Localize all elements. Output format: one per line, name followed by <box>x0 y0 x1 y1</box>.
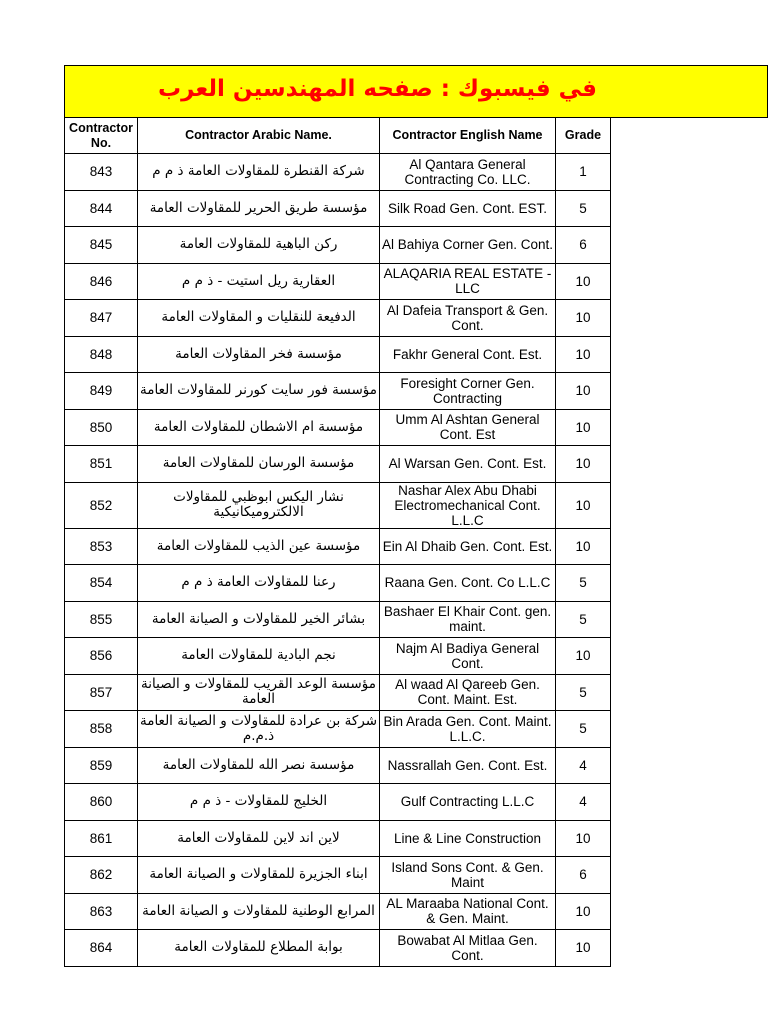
arabic-name-cell[interactable]: مؤسسة نصر الله للمقاولات العامة <box>138 747 380 784</box>
contractor-table <box>64 117 611 967</box>
table-row <box>65 336 611 373</box>
english-name-cell[interactable]: Ein Al Dhaib Gen. Cont. Est. <box>380 528 556 565</box>
grade-cell[interactable]: 6 <box>556 857 611 894</box>
grade-cell[interactable]: 1 <box>556 154 611 191</box>
contractor-no-cell[interactable]: 853 <box>65 528 138 565</box>
arabic-name-cell[interactable]: العقارية ريل استيت - ذ م م <box>138 263 380 300</box>
page-title: في فيسبوك : صفحه المهندسين العرب <box>157 76 597 102</box>
table-row <box>65 674 611 711</box>
grade-cell[interactable]: 10 <box>556 893 611 930</box>
table-row <box>65 190 611 227</box>
contractor-no-cell[interactable]: 844 <box>65 190 138 227</box>
english-name-cell[interactable]: Umm Al Ashtan General Cont. Est <box>380 409 556 446</box>
arabic-name-cell[interactable]: ابناء الجزيرة للمقاولات و الصيانة العامة <box>138 857 380 894</box>
english-name-cell[interactable]: ALAQARIA REAL ESTATE -LLC <box>380 263 556 300</box>
english-name-cell[interactable]: Al waad Al Qareeb Gen. Cont. Maint. Est. <box>380 674 556 711</box>
grade-cell[interactable]: 5 <box>556 190 611 227</box>
grade-cell[interactable]: 10 <box>556 300 611 337</box>
arabic-name-cell[interactable]: ركن الباهية للمقاولات العامة <box>138 227 380 264</box>
arabic-name-cell[interactable]: بشائر الخير للمقاولات و الصيانة العامة <box>138 601 380 638</box>
table-row <box>65 784 611 821</box>
arabic-name-cell[interactable]: مؤسسة فور سايت كورنر للمقاولات العامة <box>138 373 380 410</box>
english-name-cell[interactable]: Line & Line Construction <box>380 820 556 857</box>
grade-cell[interactable]: 10 <box>556 638 611 675</box>
contractor-no-cell[interactable]: 854 <box>65 565 138 602</box>
table-row <box>65 528 611 565</box>
arabic-name-cell[interactable]: نجم البادية للمقاولات العامة <box>138 638 380 675</box>
grade-cell[interactable]: 10 <box>556 446 611 483</box>
english-name-cell[interactable]: Bashaer El Khair Cont. gen. maint. <box>380 601 556 638</box>
contractor-no-cell[interactable]: 849 <box>65 373 138 410</box>
arabic-name-cell[interactable]: شركة بن عرادة للمقاولات و الصيانة العامة ذ.م.م <box>138 711 380 748</box>
header-arabic-name[interactable]: Contractor Arabic Name. <box>138 118 380 154</box>
table-row <box>65 820 611 857</box>
arabic-name-cell[interactable]: الدفيعة للنقليات و المقاولات العامة <box>138 300 380 337</box>
table-row <box>65 446 611 483</box>
table-row <box>65 300 611 337</box>
title-bar[interactable] <box>64 65 768 118</box>
table-row <box>65 263 611 300</box>
arabic-name-cell[interactable]: مؤسسة طريق الحرير للمقاولات العامة <box>138 190 380 227</box>
contractor-no-cell[interactable]: 845 <box>65 227 138 264</box>
table-row <box>65 857 611 894</box>
table-row <box>65 565 611 602</box>
english-name-cell[interactable]: Najm Al Badiya General Cont. <box>380 638 556 675</box>
grade-cell[interactable]: 10 <box>556 930 611 967</box>
contractor-no-cell[interactable]: 857 <box>65 674 138 711</box>
table-row <box>65 373 611 410</box>
english-name-cell[interactable]: AL Maraaba National Cont. & Gen. Maint. <box>380 893 556 930</box>
english-name-cell[interactable]: Bin Arada Gen. Cont. Maint. L.L.C. <box>380 711 556 748</box>
english-name-cell[interactable]: Al Dafeia Transport & Gen. Cont. <box>380 300 556 337</box>
contractor-no-cell[interactable]: 862 <box>65 857 138 894</box>
arabic-name-cell[interactable]: الخليج للمقاولات - ذ م م <box>138 784 380 821</box>
arabic-name-cell[interactable]: شركة القنطرة للمقاولات العامة ذ م م <box>138 154 380 191</box>
grade-cell[interactable]: 5 <box>556 565 611 602</box>
contractor-no-cell[interactable]: 859 <box>65 747 138 784</box>
header-row <box>65 118 611 154</box>
arabic-name-cell[interactable]: مؤسسة الورسان للمقاولات العامة <box>138 446 380 483</box>
table-row <box>65 711 611 748</box>
grade-cell[interactable]: 5 <box>556 601 611 638</box>
header-english-name[interactable]: Contractor English Name <box>380 118 556 154</box>
contractor-no-cell[interactable]: 863 <box>65 893 138 930</box>
table-row <box>65 154 611 191</box>
grade-cell[interactable]: 10 <box>556 373 611 410</box>
english-name-cell[interactable]: Al Qantara General Contracting Co. LLC. <box>380 154 556 191</box>
contractor-no-cell[interactable]: 848 <box>65 336 138 373</box>
contractor-no-cell[interactable]: 861 <box>65 820 138 857</box>
arabic-name-cell[interactable]: رعنا للمقاولات العامة ذ م م <box>138 565 380 602</box>
contractor-no-cell[interactable]: 864 <box>65 930 138 967</box>
english-name-cell[interactable]: Nassrallah Gen. Cont. Est. <box>380 747 556 784</box>
table-row <box>65 227 611 264</box>
arabic-name-cell[interactable]: مؤسسة عين الذيب للمقاولات العامة <box>138 528 380 565</box>
english-name-cell[interactable]: Al Bahiya Corner Gen. Cont. <box>380 227 556 264</box>
contractor-no-cell[interactable]: 843 <box>65 154 138 191</box>
grade-cell[interactable]: 10 <box>556 482 611 528</box>
arabic-name-cell[interactable]: المرابع الوطنية للمقاولات و الصيانة العامة <box>138 893 380 930</box>
english-name-cell[interactable]: Raana Gen. Cont. Co L.L.C <box>380 565 556 602</box>
english-name-cell[interactable]: Gulf Contracting L.L.C <box>380 784 556 821</box>
contractor-no-cell[interactable]: 856 <box>65 638 138 675</box>
grade-cell[interactable]: 4 <box>556 747 611 784</box>
grade-cell[interactable]: 4 <box>556 784 611 821</box>
grade-cell[interactable]: 5 <box>556 674 611 711</box>
contractor-no-cell[interactable]: 847 <box>65 300 138 337</box>
grade-cell[interactable]: 10 <box>556 820 611 857</box>
english-name-cell[interactable]: Silk Road Gen. Cont. EST. <box>380 190 556 227</box>
grade-cell[interactable]: 10 <box>556 409 611 446</box>
header-contractor-no[interactable]: Contractor No. <box>65 118 138 154</box>
table-body <box>65 154 611 967</box>
contractor-no-cell[interactable]: 852 <box>65 482 138 528</box>
arabic-name-cell[interactable]: مؤسسة ام الاشطان للمقاولات العامة <box>138 409 380 446</box>
grade-cell[interactable]: 6 <box>556 227 611 264</box>
english-name-cell[interactable]: Nashar Alex Abu Dhabi Electromechanical Cont. L.L.C <box>380 482 556 528</box>
grade-cell[interactable]: 10 <box>556 263 611 300</box>
arabic-name-cell[interactable]: نشار اليكس ابوظبي للمقاولات الالكتروميكانيكية <box>138 482 380 528</box>
table-row <box>65 893 611 930</box>
english-name-cell[interactable]: Al Warsan Gen. Cont. Est. <box>380 446 556 483</box>
table-row <box>65 409 611 446</box>
arabic-name-cell[interactable]: مؤسسة الوعد القريب للمقاولات و الصيانة العامة <box>138 674 380 711</box>
grade-cell[interactable]: 10 <box>556 528 611 565</box>
table-row <box>65 747 611 784</box>
english-name-cell[interactable]: Island Sons Cont. & Gen. Maint <box>380 857 556 894</box>
english-name-cell[interactable]: Fakhr General Cont. Est. <box>380 336 556 373</box>
contractor-no-cell[interactable]: 846 <box>65 263 138 300</box>
table-row <box>65 930 611 967</box>
contractor-no-cell[interactable]: 850 <box>65 409 138 446</box>
contractor-no-cell[interactable]: 851 <box>65 446 138 483</box>
arabic-name-cell[interactable]: مؤسسة فخر المقاولات العامة <box>138 336 380 373</box>
contractor-no-cell[interactable]: 858 <box>65 711 138 748</box>
english-name-cell[interactable]: Foresight Corner Gen. Contracting <box>380 373 556 410</box>
table-row <box>65 638 611 675</box>
table-row <box>65 601 611 638</box>
english-name-cell[interactable]: Bowabat Al Mitlaa Gen. Cont. <box>380 930 556 967</box>
grade-cell[interactable]: 10 <box>556 336 611 373</box>
arabic-name-cell[interactable]: لاين اند لاين للمقاولات العامة <box>138 820 380 857</box>
contractor-no-cell[interactable]: 855 <box>65 601 138 638</box>
table-row <box>65 482 611 528</box>
arabic-name-cell[interactable]: بوابة المطلاع للمقاولات العامة <box>138 930 380 967</box>
grade-cell[interactable]: 5 <box>556 711 611 748</box>
contractor-no-cell[interactable]: 860 <box>65 784 138 821</box>
header-grade[interactable]: Grade <box>556 118 611 154</box>
